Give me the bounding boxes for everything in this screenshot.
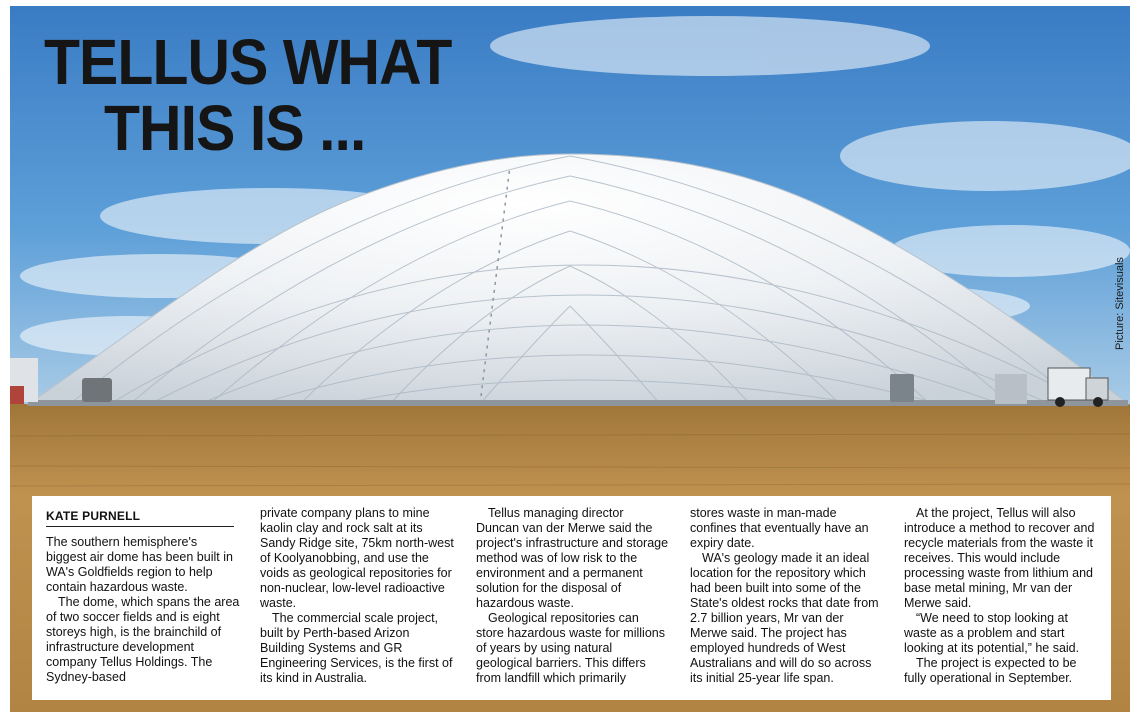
article-column-1 xyxy=(46,509,240,685)
article-box xyxy=(32,496,1111,700)
paragraph: private company plans to mine kaolin clay and rock salt at its Sandy Ridge site, 75km north-west of Koolyanobbing, and use the voids as geological repositories for non-nuclear, low-level radioactive waste. xyxy=(260,506,454,610)
paragraph: The commercial scale project, built by Perth-based Arizon Building Systems and GR Engineering Services, is the first of its kind in Australia. xyxy=(260,611,453,685)
paragraph: “We need to stop looking at waste as a problem and start looking at its potential,” he said. xyxy=(904,611,1080,655)
paragraph: At the project, Tellus will also introduce a method to recover and recycle materials from the waste it receives. This would include processing waste from lithium and base metal mining, Mr van der Merwe said. xyxy=(904,506,1095,610)
photo-credit: Picture: Sitevisuals xyxy=(1114,257,1126,350)
vent-right xyxy=(890,374,914,402)
paragraph: Geological repositories can store hazardous waste for millions of years by using natural geological barriers. This differs from landfill which primarily xyxy=(476,611,665,685)
article-column-4 xyxy=(690,506,884,686)
article-column-5 xyxy=(904,506,1098,686)
article-column-2 xyxy=(260,506,454,686)
paragraph: The dome, which spans the area of two soccer fields and is eight storeys high, is the brainchild of infrastructure development company Tellus Holdings. The Sydney-based xyxy=(46,595,240,684)
building-red xyxy=(10,386,24,404)
paragraph: WA's geology made it an ideal location for the repository which had been built into some of the State's oldest rocks that date from 2.7 billion years, Mr van der Merwe said. The project has employed hundreds of West Australians and will do so across its initial 25-year life span. xyxy=(690,551,879,685)
paragraph: The project is expected to be fully operational in September. xyxy=(904,656,1077,685)
door-right xyxy=(995,374,1027,404)
paragraph: The southern hemisphere's biggest air dome has been built in WA's Goldfields region to help contain hazardous waste. xyxy=(46,535,233,594)
headline-line-2: THIS IS ... xyxy=(104,92,366,164)
paragraph: stores waste in man-made confines that eventually have an expiry date. xyxy=(690,506,869,550)
vent-left xyxy=(82,378,112,402)
dome-base xyxy=(28,400,1128,406)
paragraph: Tellus managing director Duncan van der Merwe said the project's infrastructure and storage method was of low risk to the environment and a permanent solution for the disposal of hazardous waste. xyxy=(476,506,669,610)
article-column-3 xyxy=(476,506,670,686)
byline: KATE PURNELL xyxy=(46,509,234,527)
headline-line-1: TELLUS WHAT xyxy=(44,26,452,98)
